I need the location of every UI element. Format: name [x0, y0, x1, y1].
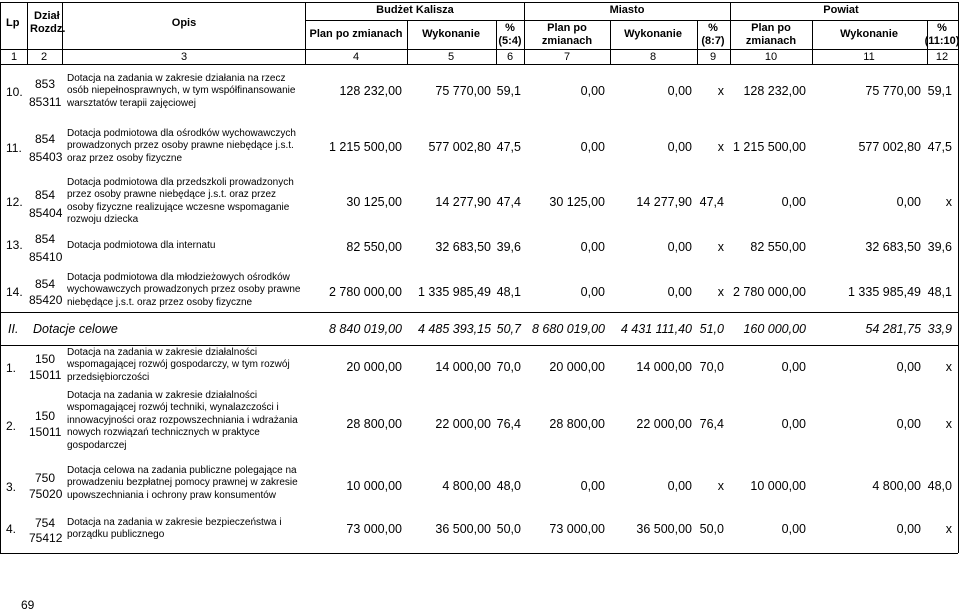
section-top-border [0, 312, 958, 313]
row-value-col-6: 59,1 [496, 84, 521, 98]
row-value-col-8: 36 500,00 [636, 522, 692, 536]
row-value-col-7: 0,00 [580, 84, 605, 98]
section-number: II. [8, 322, 19, 336]
row-dzial: 853 [35, 77, 56, 91]
column-number-10: 10 [764, 51, 778, 63]
row-value-col-6: 47,4 [496, 195, 521, 209]
row-rozdz: 85404 [29, 206, 63, 220]
row-value-col-6: 70,0 [496, 360, 521, 374]
row-value-col-9: 47,4 [699, 195, 724, 209]
row-rozdz: 75020 [29, 487, 63, 501]
row-value-col-12: 59,1 [927, 84, 952, 98]
section-bottom-border [0, 345, 958, 346]
group-header-divider [305, 20, 958, 21]
row-value-col-4: 2 780 000,00 [329, 285, 402, 299]
row-description: Dotacja podmiotowa dla przedszkoli prowadzonych przez osoby prawne niebędące j.s.t. oraz przez osoby fizyczne realizujące wczesne wspomaganie rozwoju dziecka [67, 177, 294, 226]
row-value-col-11: 0,00 [896, 360, 921, 374]
section-title: Dotacje celowe [33, 322, 118, 336]
header-plan-miasto-1: Plan po [547, 22, 587, 34]
section-value-col-8: 4 431 111,40 [620, 322, 692, 336]
row-value-col-4: 1 215 500,00 [329, 140, 402, 154]
row-value-col-9: x [717, 240, 724, 254]
row-value-col-12: x [945, 522, 952, 536]
row-value-col-5: 1 335 985,49 [418, 285, 491, 299]
header-wyk-miasto: Wykonanie [624, 28, 682, 40]
row-value-col-8: 0,00 [667, 285, 692, 299]
row-value-col-10: 82 550,00 [750, 240, 806, 254]
row-rozdz: 85311 [29, 95, 62, 109]
row-rozdz: 15011 [29, 425, 62, 439]
row-value-col-4: 10 000,00 [346, 479, 402, 493]
row-value-col-7: 20 000,00 [549, 360, 605, 374]
page-number: 69 [21, 598, 35, 612]
section-value-col-6: 50,7 [496, 322, 521, 336]
row-value-col-10: 10 000,00 [750, 479, 806, 493]
section-value-col-9: 51,0 [699, 322, 724, 336]
row-value-col-9: x [717, 285, 724, 299]
header-plan-powiat-1: Plan po [751, 22, 791, 34]
row-value-col-10: 0,00 [781, 417, 806, 431]
header-plan-miasto-2: zmianach [541, 35, 593, 47]
row-value-col-7: 0,00 [580, 240, 605, 254]
row-value-col-11: 1 335 985,49 [848, 285, 921, 299]
row-value-col-6: 76,4 [496, 417, 521, 431]
row-value-col-10: 2 780 000,00 [733, 285, 806, 299]
row-value-col-10: 128 232,00 [743, 84, 806, 98]
row-value-col-6: 48,0 [496, 479, 521, 493]
section-value-col-5: 4 485 393,15 [418, 322, 491, 336]
row-rozdz: 85410 [29, 250, 63, 264]
row-value-col-12: 47,5 [927, 140, 952, 154]
row-description: Dotacja podmiotowa dla ośrodków wychowawczych prowadzonych przez osoby prawne niebędące j.s.t. oraz przez osoby fizyczne [67, 128, 296, 164]
row-value-col-10: 0,00 [781, 522, 806, 536]
row-value-col-11: 0,00 [896, 417, 921, 431]
row-value-col-6: 50,0 [496, 522, 521, 536]
row-dzial: 854 [35, 277, 56, 291]
row-value-col-11: 32 683,50 [865, 240, 921, 254]
row-value-col-9: 50,0 [699, 522, 724, 536]
row-value-col-7: 0,00 [580, 140, 605, 154]
row-rozdz: 75412 [29, 531, 63, 545]
row-lp: 2. [6, 419, 17, 433]
row-description: Dotacja na zadania w zakresie działalności wspomagającej rozwój gospodarczy, w tym rozwój przedsiębiorczości [67, 347, 290, 383]
column-number-12: 12 [935, 51, 949, 63]
row-value-col-9: x [717, 84, 724, 98]
column-number-4: 4 [352, 51, 360, 63]
row-value-col-9: x [717, 479, 724, 493]
row-value-col-8: 22 000,00 [636, 417, 692, 431]
row-description: Dotacja podmiotowa dla internatu [67, 240, 216, 251]
column-number-6: 6 [506, 51, 514, 63]
header-pct-budget: % [505, 22, 515, 34]
row-value-col-5: 14 000,00 [435, 360, 491, 374]
row-value-col-10: 0,00 [781, 195, 806, 209]
border-right [958, 2, 959, 553]
header-powiat-group: Powiat [823, 4, 859, 16]
row-value-col-5: 4 800,00 [442, 479, 491, 493]
row-value-col-10: 0,00 [781, 360, 806, 374]
header-wyk-budget: Wykonanie [422, 28, 480, 40]
row-value-col-9: 76,4 [699, 417, 724, 431]
section-value-col-11: 54 281,75 [865, 322, 921, 336]
header-pct-budget-sub: (5:4) [498, 35, 522, 47]
row-dzial: 750 [35, 471, 56, 485]
row-value-col-8: 0,00 [667, 479, 692, 493]
row-value-col-12: x [945, 195, 952, 209]
row-lp: 10. [6, 85, 23, 99]
table-bottom-border [0, 553, 958, 554]
header-pct-miasto: % [708, 22, 718, 34]
row-value-col-12: x [945, 360, 952, 374]
row-rozdz: 15011 [29, 368, 62, 382]
row-dzial: 150 [35, 409, 56, 423]
header-pct-powiat-sub: (11:10) [924, 35, 960, 47]
row-description: Dotacja podmiotowa dla młodzieżowych ośrodków wychowawczych prowadzonych przez osoby prawne niebędące j.s.t. oraz przez osoby fizyczne [67, 272, 301, 308]
row-lp: 11. [6, 141, 22, 155]
row-rozdz: 85403 [29, 150, 63, 164]
column-number-7: 7 [563, 51, 571, 63]
row-value-col-8: 0,00 [667, 84, 692, 98]
row-description: Dotacja celowa na zadania publiczne polegające na prowadzeniu bezpłatnej pomocy prawnej w zakresie upowszechniania i ochrony praw konsumentów [67, 465, 298, 501]
header-opis: Opis [171, 17, 197, 29]
header-plan-budget: Plan po zmianach [309, 28, 403, 40]
border-left [0, 2, 1, 553]
row-lp: 14. [6, 285, 23, 299]
section-value-col-10: 160 000,00 [743, 322, 806, 336]
row-value-col-10: 1 215 500,00 [733, 140, 806, 154]
row-value-col-5: 577 002,80 [428, 140, 491, 154]
row-value-col-7: 30 125,00 [549, 195, 605, 209]
row-value-col-4: 20 000,00 [346, 360, 402, 374]
row-value-col-7: 0,00 [580, 479, 605, 493]
row-value-col-12: 48,0 [927, 479, 952, 493]
row-value-col-6: 39,6 [496, 240, 521, 254]
row-value-col-7: 73 000,00 [549, 522, 605, 536]
row-value-col-4: 30 125,00 [346, 195, 402, 209]
header-bottom-border [0, 49, 958, 50]
row-value-col-9: 70,0 [699, 360, 724, 374]
row-value-col-8: 0,00 [667, 140, 692, 154]
column-number-11: 11 [863, 51, 875, 63]
header-plan-powiat-2: zmianach [745, 35, 797, 47]
column-number-1: 1 [10, 51, 18, 63]
header-miasto-group: Miasto [609, 4, 645, 16]
row-value-col-8: 14 277,90 [636, 195, 692, 209]
header-pct-miasto-sub: (8:7) [701, 35, 725, 47]
row-value-col-11: 75 770,00 [865, 84, 921, 98]
row-value-col-11: 577 002,80 [858, 140, 921, 154]
section-value-col-4: 8 840 019,00 [329, 322, 402, 336]
row-lp: 4. [6, 522, 17, 536]
row-lp: 1. [6, 361, 17, 375]
row-value-col-7: 28 800,00 [549, 417, 605, 431]
column-number-8: 8 [649, 51, 657, 63]
section-value-col-12: 33,9 [927, 322, 952, 336]
column-number-row-border [0, 64, 958, 65]
column-number-5: 5 [447, 51, 455, 63]
row-value-col-11: 0,00 [896, 522, 921, 536]
column-number-9: 9 [709, 51, 717, 63]
row-value-col-6: 47,5 [496, 140, 521, 154]
row-value-col-11: 4 800,00 [872, 479, 921, 493]
row-dzial: 854 [35, 132, 56, 146]
column-number-2: 2 [40, 51, 48, 63]
row-value-col-12: 48,1 [927, 285, 952, 299]
row-value-col-8: 0,00 [667, 240, 692, 254]
row-dzial: 854 [35, 188, 56, 202]
row-value-col-12: x [945, 417, 952, 431]
row-value-col-8: 14 000,00 [636, 360, 692, 374]
row-value-col-5: 32 683,50 [435, 240, 491, 254]
row-value-col-11: 0,00 [896, 195, 921, 209]
row-value-col-5: 14 277,90 [435, 195, 491, 209]
row-lp: 13. [6, 238, 23, 252]
table-top-border [0, 2, 958, 3]
row-value-col-4: 128 232,00 [339, 84, 402, 98]
header-rozdz: Rozdz. [30, 23, 66, 35]
header-budget-group: Budżet Kalisza [376, 4, 454, 16]
row-lp: 3. [6, 480, 17, 494]
row-value-col-5: 22 000,00 [435, 417, 491, 431]
header-wyk-powiat: Wykonanie [840, 28, 898, 40]
row-value-col-5: 36 500,00 [435, 522, 491, 536]
row-dzial: 150 [35, 352, 56, 366]
column-number-3: 3 [180, 51, 188, 63]
row-value-col-6: 48,1 [496, 285, 521, 299]
row-dzial: 754 [35, 516, 56, 530]
row-rozdz: 85420 [29, 293, 63, 307]
section-value-col-7: 8 680 019,00 [532, 322, 605, 336]
header-dzial: Dział [34, 10, 60, 22]
row-description: Dotacja na zadania w zakresie działania na rzecz osób niepełnosprawnych, w tym współfinansowanie warsztatów terapii zajęciowej [67, 73, 296, 109]
row-value-col-7: 0,00 [580, 285, 605, 299]
row-description: Dotacja na zadania w zakresie działalności wspomagającej rozwój techniki, wynalazczości i innowacyjności oraz rozpowszechniania i wdrażania nowych rozwiązań technicznych w praktyce gospodarczej [67, 390, 298, 451]
row-value-col-5: 75 770,00 [435, 84, 491, 98]
row-value-col-4: 28 800,00 [346, 417, 402, 431]
row-value-col-4: 73 000,00 [346, 522, 402, 536]
row-lp: 12. [6, 195, 23, 209]
row-description: Dotacja na zadania w zakresie bezpieczeństwa i porządku publicznego [67, 517, 282, 541]
row-value-col-12: 39,6 [927, 240, 952, 254]
header-lp: Lp [6, 17, 20, 29]
row-value-col-9: x [717, 140, 724, 154]
row-value-col-4: 82 550,00 [346, 240, 402, 254]
row-dzial: 854 [35, 232, 56, 246]
header-pct-powiat: % [937, 22, 947, 34]
